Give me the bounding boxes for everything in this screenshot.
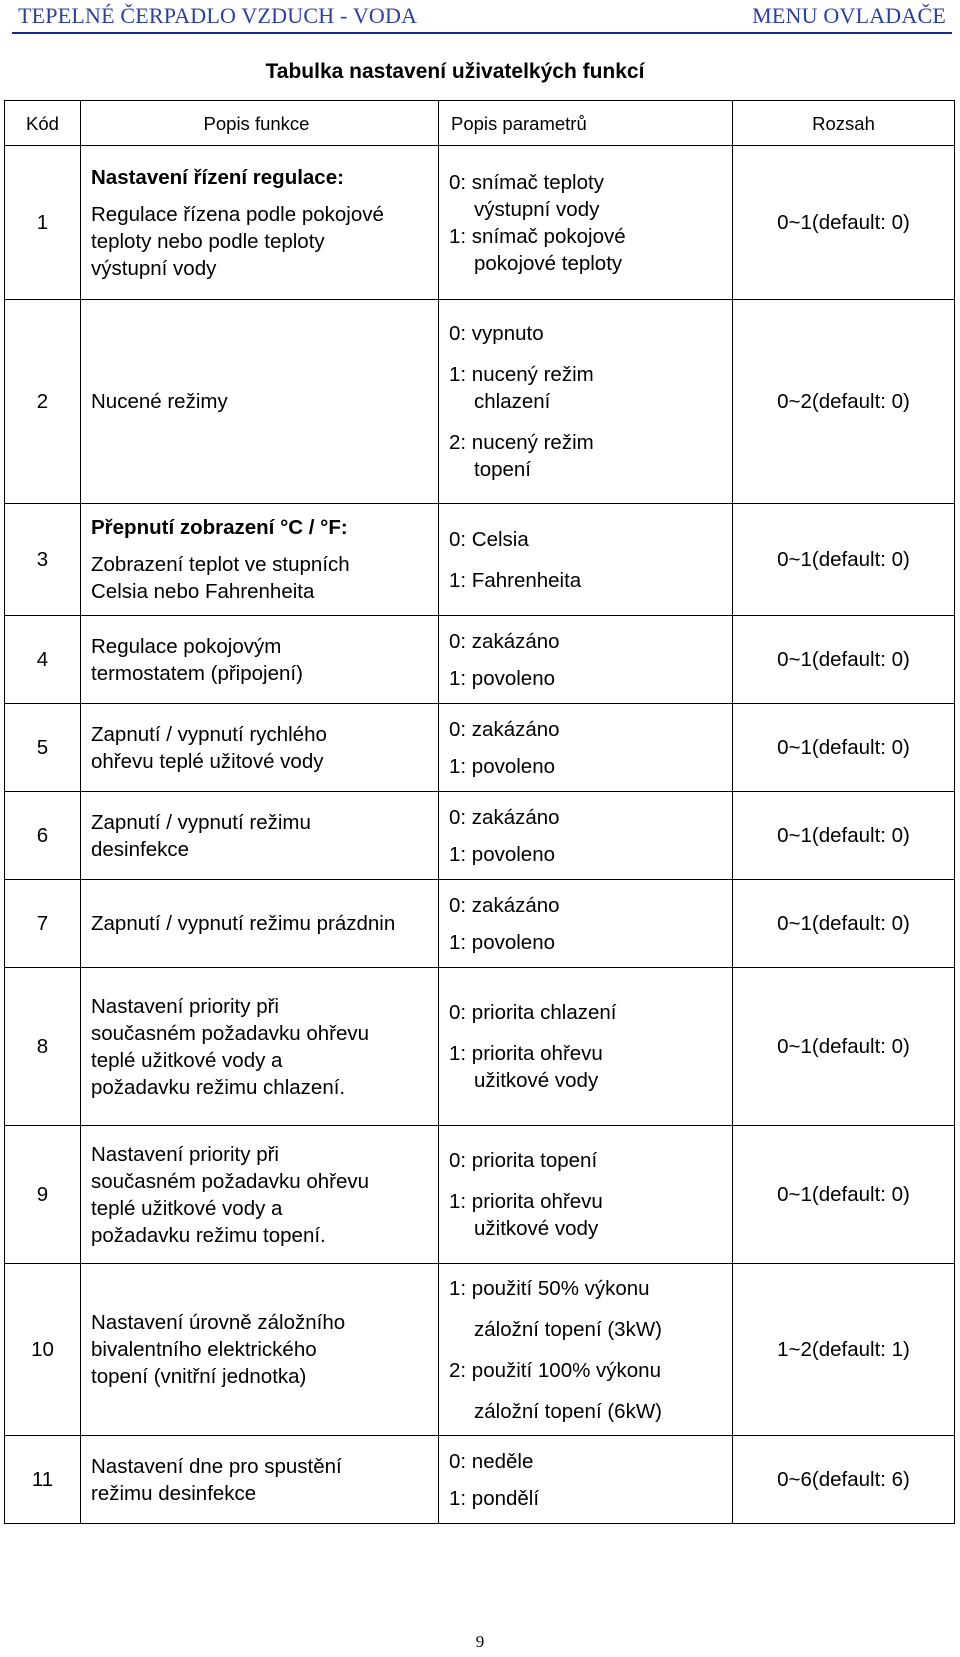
header-section-title: MENU OVLADAČE <box>752 3 946 28</box>
description-line: teplé užitkové vody a <box>91 1196 283 1220</box>
row-parameters <box>439 616 733 704</box>
row-parameters <box>439 1264 733 1436</box>
column-header-code: Kód <box>5 101 81 146</box>
row-range: 0~1(default: 0) <box>733 880 955 968</box>
row-range: 0~1(default: 0) <box>733 146 955 300</box>
param-line: 1: nucený režim <box>449 363 594 386</box>
row-range: 1~2(default: 1) <box>733 1264 955 1436</box>
row-parameters <box>439 146 733 300</box>
description-line: požadavku režimu chlazení. <box>91 1075 346 1099</box>
param-line: 1: priorita ohřevu <box>449 1190 603 1213</box>
row-description <box>81 616 439 704</box>
row-code: 7 <box>5 880 81 968</box>
row-description <box>81 704 439 792</box>
table-row <box>5 792 955 880</box>
description-line: Regulace pokojovým <box>91 634 282 658</box>
row-description <box>81 504 439 616</box>
row-range: 0~1(default: 0) <box>733 1126 955 1264</box>
row-description <box>81 792 439 880</box>
param-line: 1: snímač pokojové <box>449 224 626 248</box>
description-line: bivalentního elektrického <box>91 1338 317 1361</box>
description-line: teploty nebo podle teploty <box>91 229 325 253</box>
table-row <box>5 616 955 704</box>
param-line: 0: priorita chlazení <box>449 1001 617 1024</box>
description-line: Nastavení priority při <box>91 994 279 1018</box>
param-line: 0: priorita topení <box>449 1149 598 1172</box>
description-line: termostatem (připojení) <box>91 661 303 685</box>
description-line: Nastavení úrovně záložního <box>91 1311 346 1334</box>
row-code: 4 <box>5 616 81 704</box>
row-code: 1 <box>5 146 81 300</box>
row-range: 0~6(default: 6) <box>733 1436 955 1524</box>
description-title: Přepnutí zobrazení °C / °F: <box>91 516 348 539</box>
param-line: topení <box>474 458 531 481</box>
row-parameters <box>439 1436 733 1524</box>
param-line: 1: povoleno <box>449 666 556 690</box>
param-line: chlazení <box>474 390 551 413</box>
column-header-range: Rozsah <box>733 101 955 146</box>
table-row <box>5 504 955 616</box>
param-line: 0: zakázáno <box>449 717 560 741</box>
param-line: 2: nucený režim <box>449 431 594 454</box>
row-range: 0~1(default: 0) <box>733 792 955 880</box>
table-row <box>5 1436 955 1524</box>
param-line: záložní topení (6kW) <box>474 1399 662 1423</box>
description-line: topení (vnitřní jednotka) <box>91 1365 307 1388</box>
table-row <box>5 704 955 792</box>
page-number: 9 <box>475 1632 485 1651</box>
param-line: 1: priorita ohřevu <box>449 1042 603 1065</box>
param-line: výstupní vody <box>474 197 600 221</box>
row-parameters <box>439 968 733 1126</box>
param-line: pokojové teploty <box>474 251 623 275</box>
table-header-row <box>5 101 955 146</box>
row-description <box>81 300 439 504</box>
row-parameters <box>439 1126 733 1264</box>
description-line: současném požadavku ohřevu <box>91 1169 370 1193</box>
row-parameters <box>439 300 733 504</box>
row-parameters <box>439 504 733 616</box>
user-functions-table <box>4 100 955 1524</box>
header-product-title: TEPELNÉ ČERPADLO VZDUCH - VODA <box>18 3 418 28</box>
param-line: 1: povoleno <box>449 754 556 778</box>
row-code: 9 <box>5 1126 81 1264</box>
param-line: 0: zakázáno <box>449 893 560 917</box>
param-line: 1: pondělí <box>449 1486 540 1510</box>
row-code: 11 <box>5 1436 81 1524</box>
row-range: 0~2(default: 0) <box>733 300 955 504</box>
description-line: Zapnutí / vypnutí režimu <box>91 810 311 834</box>
row-code: 10 <box>5 1264 81 1436</box>
description-line: Regulace řízena podle pokojové <box>91 202 384 226</box>
description-title: Nastavení řízení regulace: <box>91 165 344 189</box>
table-row <box>5 968 955 1126</box>
row-code: 2 <box>5 300 81 504</box>
row-parameters <box>439 792 733 880</box>
param-line: užitkové vody <box>474 1069 599 1092</box>
param-line: 0: zakázáno <box>449 629 560 653</box>
description-line: Zobrazení teplot ve stupních <box>91 553 350 576</box>
table-title: Tabulka nastavení uživatelkých funkcí <box>265 60 645 83</box>
param-line: užitkové vody <box>474 1217 599 1240</box>
description-line: režimu desinfekce <box>91 1481 257 1505</box>
description-line: Zapnutí / vypnutí režimu prázdnin <box>91 912 396 935</box>
description-line: Nastavení priority při <box>91 1142 279 1166</box>
param-line: záložní topení (3kW) <box>474 1317 662 1341</box>
row-description <box>81 968 439 1126</box>
page-header <box>12 0 952 34</box>
description-line: teplé užitkové vody a <box>91 1048 283 1072</box>
row-description <box>81 880 439 968</box>
column-header-parameters: Popis parametrů <box>439 101 733 146</box>
description-line: Celsia nebo Fahrenheita <box>91 580 315 603</box>
row-range: 0~1(default: 0) <box>733 616 955 704</box>
row-code: 8 <box>5 968 81 1126</box>
description-line: ohřevu teplé užitové vody <box>91 749 324 773</box>
description-line: Nucené režimy <box>91 390 228 413</box>
row-range: 0~1(default: 0) <box>733 704 955 792</box>
param-line: 0: zakázáno <box>449 805 560 829</box>
row-code: 6 <box>5 792 81 880</box>
param-line: 2: použití 100% výkonu <box>449 1358 661 1382</box>
param-line: 1: povoleno <box>449 842 556 866</box>
row-description <box>81 1264 439 1436</box>
row-description <box>81 1436 439 1524</box>
row-code: 5 <box>5 704 81 792</box>
row-parameters <box>439 704 733 792</box>
param-line: 1: použití 50% výkonu <box>449 1276 650 1300</box>
table-row <box>5 300 955 504</box>
row-range: 0~1(default: 0) <box>733 968 955 1126</box>
param-line: 0: neděle <box>449 1449 534 1473</box>
row-range: 0~1(default: 0) <box>733 504 955 616</box>
table-row <box>5 880 955 968</box>
param-line: 1: Fahrenheita <box>449 568 582 592</box>
column-header-function: Popis funkce <box>81 101 439 146</box>
table-row <box>5 1264 955 1436</box>
param-line: 1: povoleno <box>449 930 556 954</box>
description-line: požadavku režimu topení. <box>91 1223 326 1247</box>
param-line: 0: Celsia <box>449 527 529 551</box>
param-line: 0: snímač teploty <box>449 170 604 194</box>
description-line: desinfekce <box>91 837 190 861</box>
row-description <box>81 146 439 300</box>
table-row <box>5 146 955 300</box>
row-parameters <box>439 880 733 968</box>
description-line: Nastavení dne pro spustění <box>91 1454 342 1478</box>
param-line: 0: vypnuto <box>449 322 544 345</box>
description-line: Zapnutí / vypnutí rychlého <box>91 722 327 746</box>
row-description <box>81 1126 439 1264</box>
row-code: 3 <box>5 504 81 616</box>
table-row <box>5 1126 955 1264</box>
description-line: výstupní vody <box>91 256 217 280</box>
description-line: současném požadavku ohřevu <box>91 1021 370 1045</box>
